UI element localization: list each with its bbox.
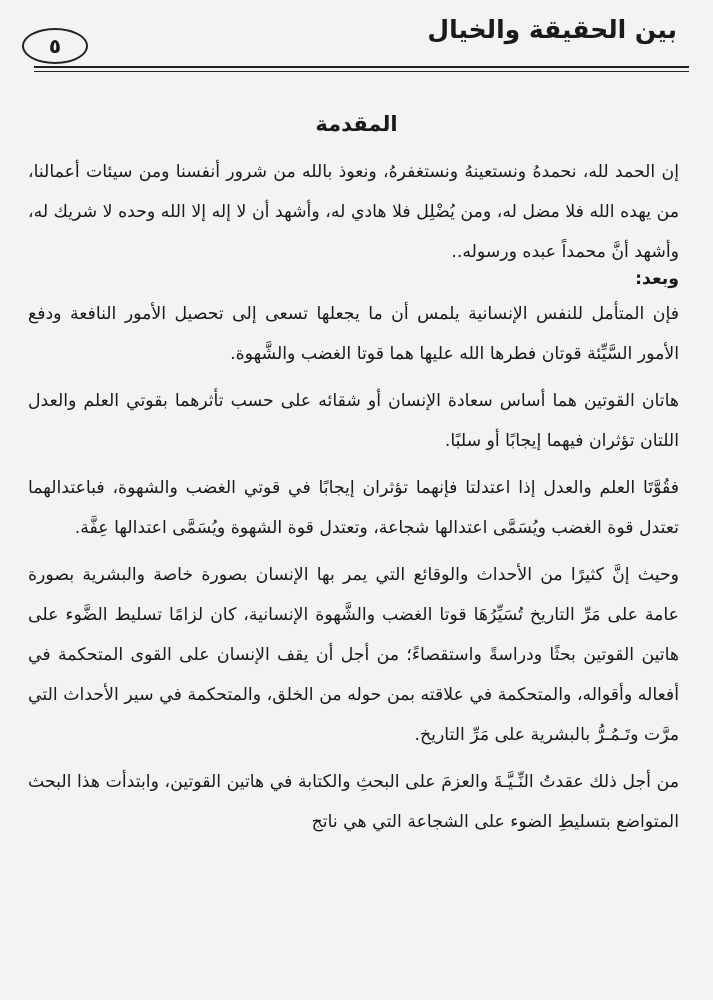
section-heading: المقدمة [315,112,398,136]
running-header-title: بين الحقيقة والخيال [427,15,677,44]
paragraph-history: وحيث إنَّ كثيرًا من الأحداث والوقائع التي يمر بها الإنسان بصورة خاصة والبشرية بصورة عامة على مَرِّ التاريخ تُسَيِّرُهَا قوتا الغضب والشَّهوة الإنسانية، كان لزامًا تسليط الضَّوء على هاتين القوتين بحثًا ودراسةً واستقصاءً؛ من أجل أن يقف الإنسان على القوى المتحكمة في أفعاله وأقواله، والمتحكمة في علاقته بمن حوله من الخلق، والمتحكمة في سير الأحداث التي مرَّت وتَـمُـرُّ بالبشرية على مَرِّ التاريخ. [28,565,679,745]
paragraph-two-forces: هاتان القوتين هما أساس سعادة الإنسان أو شقائه على حسب تأثرهما بقوتي العلم والعدل اللتان تؤثران فيهما إيجابًا أو سلبًا. [28,391,679,451]
header-divider [34,66,689,72]
body-text [28,152,679,849]
page-number-badge: ٥ [22,28,88,64]
paragraph-introduction: فإن المتأمل للنفس الإنسانية يلمس أن ما يجعلها تسعى إلى تحصيل الأمور النافعة ودفع الأمور السَّيِّئة قوتان فطرها الله عليها هما قوتا الغضب والشَّهوة. [28,304,679,364]
paragraph-opening: إن الحمد لله، نحمدهُ ونستعينهُ ونستغفرهُ، ونعوذ بالله من شرور أنفسنا ومن سيئات أعمالنا، من يهده الله فلا مضل له، ومن يُضْلِل فلا هادي له، وأشهد أن لا إله إلا الله وحده لا شريك له، وأشهد أنَّ محمداً عبده ورسوله.. [28,162,679,262]
paragraph-moderation: فقُوَّتَا العلم والعدل إذا اعتدلتا فإنهما تؤثران إيجابًا في قوتي الغضب والشهوة، فباعتدالهما تعتدل قوة الغضب ويُسَمَّى اعتدالها شجاعة، وتعتدل قوة الشهوة ويُسَمَّى اعتدالها عِفَّة. [28,478,679,538]
paragraph-wabaad-label: وبعد: [635,269,679,289]
paragraph-purpose: من أجل ذلك عقدتُ النِّـيَّـةَ والعزمَ على البحثِ والكتابة في هاتين القوتين، وابتدأت هذا البحث المتواضع بتسليطِ الضوء على الشجاعة التي هي ناتج [28,772,679,832]
